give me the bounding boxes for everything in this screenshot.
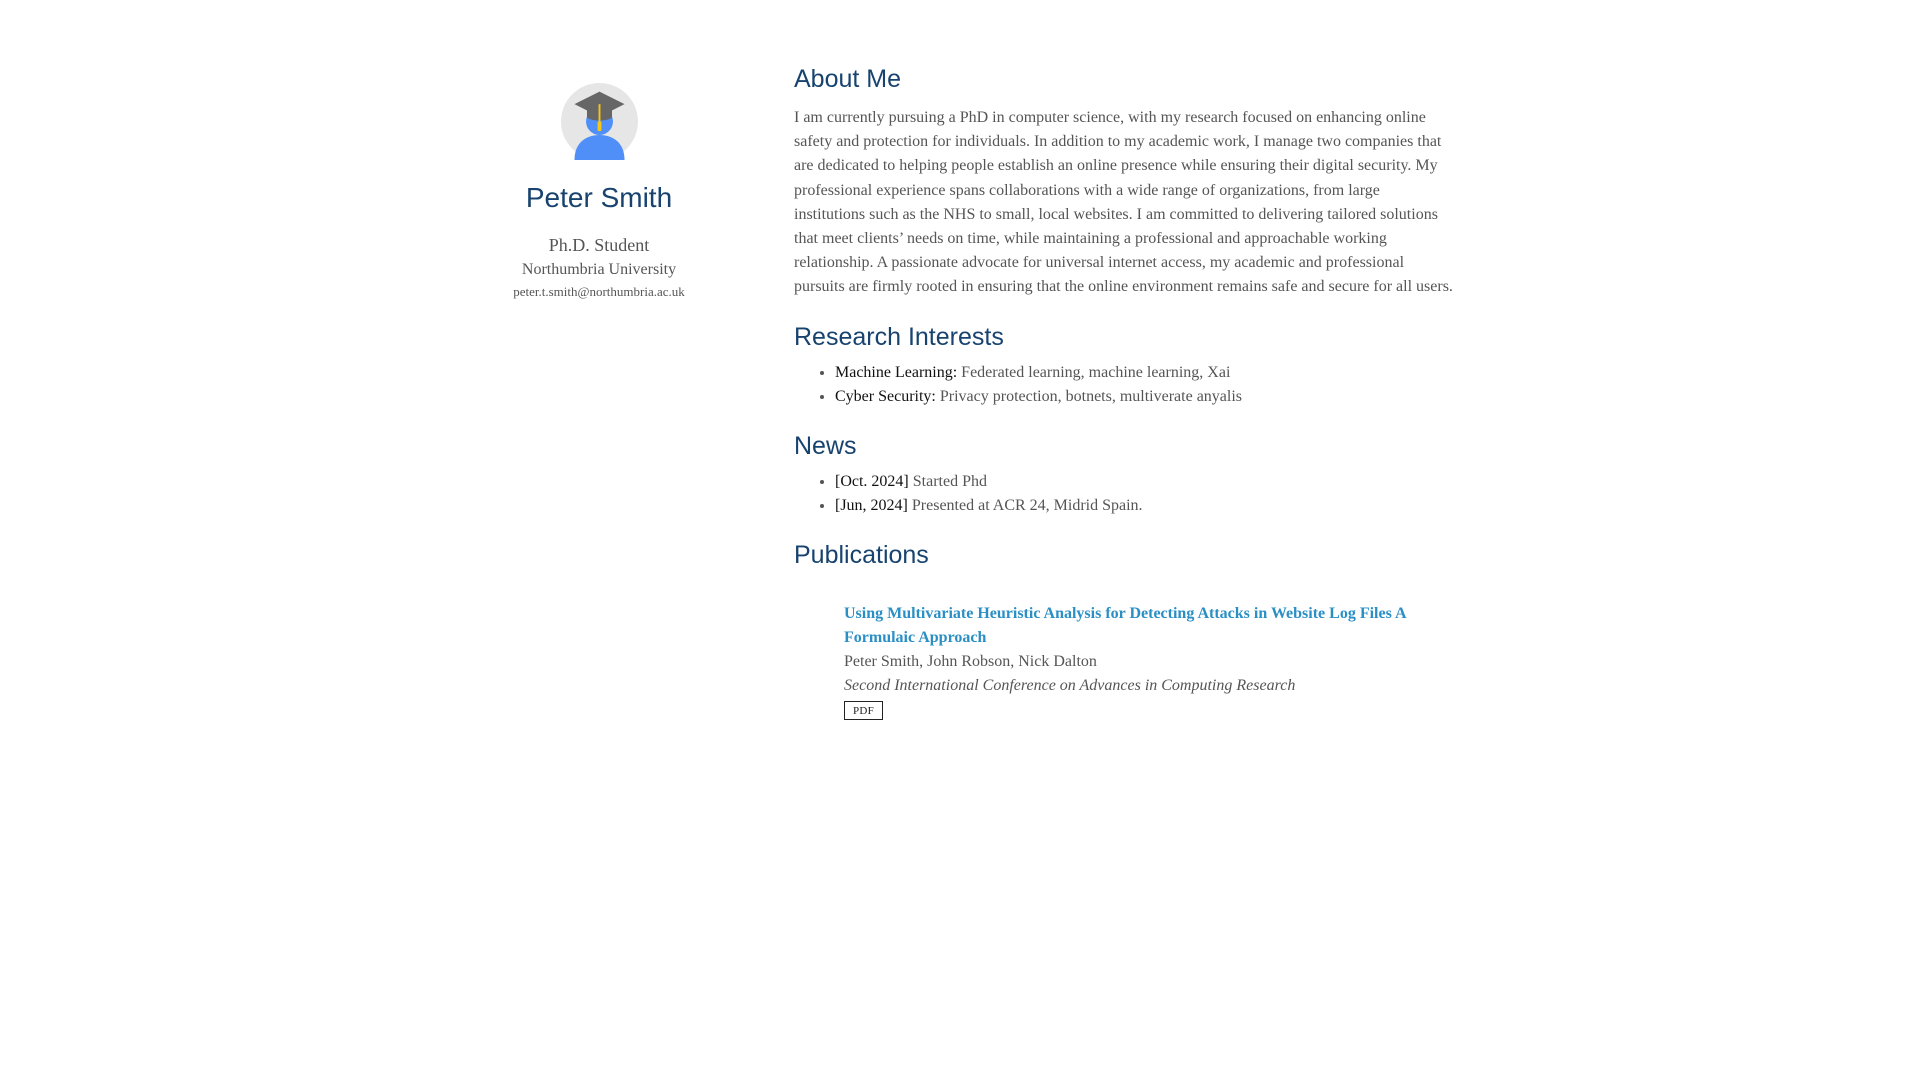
news-text: Started Phd xyxy=(908,472,987,490)
profile-name: Peter Smith xyxy=(525,182,673,213)
research-item xyxy=(835,385,1454,409)
publication-item xyxy=(844,602,1454,720)
news-item xyxy=(835,494,1454,518)
news-list xyxy=(794,470,1454,518)
publication-title-link[interactable]: Using Multivariate Heuristic Analysis for Detecting Attacks in Website Log Files A Formulaic Approach xyxy=(844,604,1406,646)
publication-venue: Second International Conference on Advances in Computing Research xyxy=(844,676,1296,694)
research-item-key: Cyber Security: xyxy=(835,387,936,405)
profile-role: Ph.D. Student xyxy=(548,235,650,255)
about-section xyxy=(794,62,1454,300)
research-section xyxy=(794,320,1454,409)
pdf-button[interactable]: PDF xyxy=(844,701,883,720)
publications-heading: Publications xyxy=(794,540,929,569)
research-list xyxy=(794,361,1454,409)
profile-organization: Northumbria University xyxy=(521,261,677,278)
news-section xyxy=(794,429,1454,518)
about-heading: About Me xyxy=(794,65,902,93)
publication-list xyxy=(794,602,1454,720)
news-item xyxy=(835,470,1454,494)
research-item-value: Privacy protection, botnets, multiverate anyalis xyxy=(935,387,1243,405)
research-item-value: Federated learning, machine learning, Xai xyxy=(957,363,1231,381)
about-text: I am currently pursuing a PhD in computer science, with my research focused on enhancing online safety and protection for individuals. In addition to my academic work, I manage two companies that are dedicated to helping people establish an online presence while ensuring their digital security. My professional experience spans collaborations with a wide range of organizations, from large institutions such as the NHS to small, local websites. I am committed to delivering tailored solutions that meet clients’ needs on time, while maintaining a professional and approachable working relationship. A passionate advocate for universal internet access, my academic and professional pursuits are firmly rooted in ensuring that the online environment remains safe and secure for all users. xyxy=(794,109,1453,296)
profile-sidebar xyxy=(470,83,728,301)
graduate-avatar-icon xyxy=(561,83,638,160)
research-item xyxy=(835,361,1454,385)
news-date: [Jun, 2024] xyxy=(835,496,908,514)
research-item-key: Machine Learning: xyxy=(835,363,958,381)
main-content xyxy=(794,62,1454,720)
publications-section xyxy=(794,538,1454,720)
news-heading: News xyxy=(794,431,857,460)
research-heading: Research Interests xyxy=(794,322,1004,351)
publication-authors: Peter Smith, John Robson, Nick Dalton xyxy=(844,652,1097,670)
news-date: [Oct. 2024] xyxy=(835,472,909,490)
profile-email: peter.t.smith@northumbria.ac.uk xyxy=(513,284,685,299)
news-text: Presented at ACR 24, Midrid Spain. xyxy=(907,496,1143,514)
